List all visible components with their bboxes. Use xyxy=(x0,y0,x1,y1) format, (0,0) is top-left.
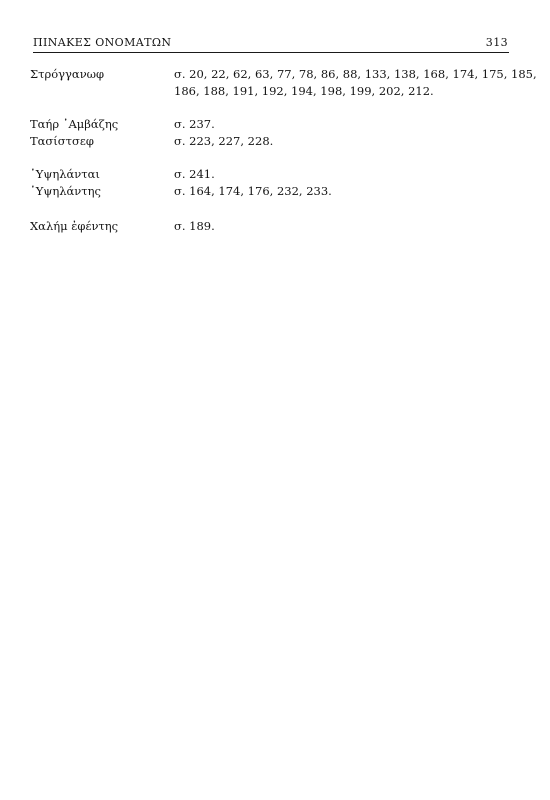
reference-line: σ. 189. xyxy=(174,219,215,233)
page-references xyxy=(174,66,537,100)
page-references xyxy=(174,218,508,235)
index-name: Ταήρ ᾿Αμβάζης xyxy=(30,117,119,131)
page-number: 313 xyxy=(485,36,508,49)
running-head-title: ΠΙΝΑΚΕΣ ΟΝΟΜΑΤΩΝ xyxy=(33,36,172,49)
reference-line: σ. 223, 227, 228. xyxy=(174,134,274,148)
index-name: Στρόγγανωφ xyxy=(30,67,105,81)
index-name: ῾Υψηλάντης xyxy=(30,184,101,198)
reference-line: σ. 164, 174, 176, 232, 233. xyxy=(174,184,332,198)
page-references xyxy=(174,166,508,183)
page-references xyxy=(174,116,508,133)
page-references xyxy=(174,133,508,150)
index-name: Τασίστσεφ xyxy=(30,134,94,148)
page-references xyxy=(174,183,508,200)
reference-line: σ. 237. xyxy=(174,117,215,131)
header-rule xyxy=(33,52,509,53)
running-header xyxy=(33,36,508,50)
index-name: ῾Υψηλάνται xyxy=(30,167,100,181)
reference-line: σ. 241. xyxy=(174,167,215,181)
index-name: Χαλήμ ἐφέντης xyxy=(30,219,119,233)
reference-line: σ. 20, 22, 62, 63, 77, 78, 86, 88, 133, 138, 168, 174, 175, 185, xyxy=(174,67,537,81)
reference-line: 186, 188, 191, 192, 194, 198, 199, 202, 212. xyxy=(174,84,434,98)
